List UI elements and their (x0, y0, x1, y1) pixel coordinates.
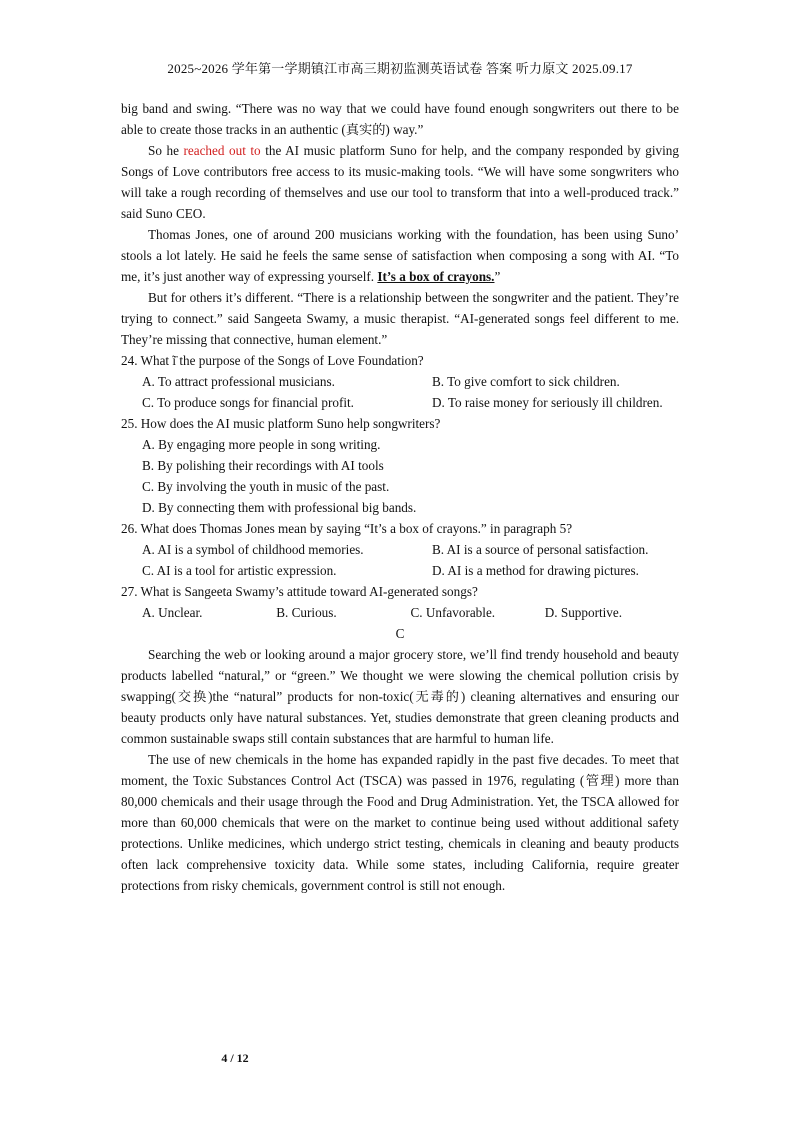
paragraph-6: The use of new chemicals in the home has expanded rapidly in the past five decades. To meet that moment, the Toxic Substances Control Act (TSCA) was passed in 1976, regulating (管理) more than 80,000 chemicals and their usage through the Food and Drug Administration. Yet, the TSCA allowed for more than 60,000 chemicals that were on the market to continue being used without additional safety protections. Unlike medicines, which undergo strict testing, chemicals in cleaning and beauty products often lack comprehensive toxicity data. While some states, including California, require greater protections from risky chemicals, government control is still not enough. (121, 752, 679, 893)
question-26-option-d: D. AI is a method for drawing pictures. (432, 563, 639, 578)
question-27-stem: 27. What is Sangeeta Swamy’s attitude toward AI-generated songs? (121, 584, 478, 599)
question-26-options-row-2 (142, 560, 679, 581)
question-26-option-b: B. AI is a source of personal satisfaction. (432, 542, 649, 557)
paragraph-3 (121, 224, 679, 287)
paragraph-3-text-a: Thomas Jones, one of around 200 musicians working with the foundation, has been using Suno’ stools a lot lately. He said he feels the same sense of satisfaction when composing a song with AI. “To me, it’s just another way of expressing yourself. (121, 227, 679, 284)
paragraph-5: Searching the web or looking around a major grocery store, we’ll find trendy household and beauty products labelled “natural,” or “green.” We thought we were slowing the chemical pollution crisis by swapping(交换)the “natural” products for non-toxic(无毒的) cleaning alternatives and ensuring our beauty products only have natural substances. Yet, studies demonstrate that green cleaning products and common sustainable swaps still contain substances that are harmful to human life. (121, 647, 679, 746)
section-c-heading: C (395, 626, 405, 641)
question-27-option-b: B. Curious. (276, 605, 337, 620)
question-24-stem: 24. What ĩ̈ the purpose of the Songs of Love Foundation? (121, 353, 424, 368)
question-24-option-c: C. To produce songs for financial profit. (142, 395, 354, 410)
question-24-option-a: A. To attract professional musicians. (142, 374, 335, 389)
question-24-options-row-2 (142, 392, 679, 413)
question-24-option-b: B. To give comfort to sick children. (432, 374, 620, 389)
page-header: 2025~2026 学年第一学期镇江市高三期初监测英语试卷 答案 听力原文 2025.09.17 (167, 61, 633, 76)
question-25-option-d: D. By connecting them with professional big bands. (142, 500, 417, 515)
question-26-option-c: C. AI is a tool for artistic expression. (142, 563, 337, 578)
highlight-reached-out-to: reached out to (183, 143, 261, 158)
question-25-stem: 25. How does the AI music platform Suno help songwriters? (121, 416, 441, 431)
page-number: 4 / 12 (221, 1051, 249, 1065)
paragraph-1: big band and swing. “There was no way that we could have found enough songwriters out there to be able to create those tracks in an authentic (真实的) way.” (121, 101, 679, 137)
question-24-option-d: D. To raise money for seriously ill children. (432, 395, 663, 410)
question-26-stem: 26. What does Thomas Jones mean by saying “It’s a box of crayons.” in paragraph 5? (121, 521, 573, 536)
document-body (121, 98, 679, 896)
paragraph-2-text-b: the AI music platform Suno for help, and the company responded by giving Songs of Love contributors free access to its music-making tools. “We will have some songwriters who will take a rough recording of themselves and use our tool to transform that into a well-produced track.” said Suno CEO. (121, 143, 679, 221)
question-27-option-a: A. Unclear. (142, 605, 203, 620)
highlight-box-of-crayons: It’s a box of crayons. (377, 269, 495, 284)
question-27-option-c: C. Unfavorable. (410, 605, 496, 620)
question-24-options-row-1 (142, 371, 679, 392)
question-27-option-d: D. Supportive. (544, 605, 623, 620)
paragraph-3-text-b: ” (494, 269, 501, 284)
question-25-option-a: A. By engaging more people in song writing. (142, 437, 381, 452)
question-27-options (142, 602, 679, 623)
question-26-options-row-1 (142, 539, 679, 560)
question-25-option-c: C. By involving the youth in music of the past. (142, 479, 390, 494)
paragraph-2-text-a: So he (148, 143, 184, 158)
question-25-option-b: B. By polishing their recordings with AI tools (142, 458, 384, 473)
paragraph-2 (121, 140, 679, 224)
question-26-option-a: A. AI is a symbol of childhood memories. (142, 542, 364, 557)
paragraph-4: But for others it’s different. “There is a relationship between the songwriter and the patient. They’re trying to connect.” said Sangeeta Swamy, a music therapist. “AI-generated songs feel different to me. They’re missing that connective, human element.” (121, 290, 679, 347)
